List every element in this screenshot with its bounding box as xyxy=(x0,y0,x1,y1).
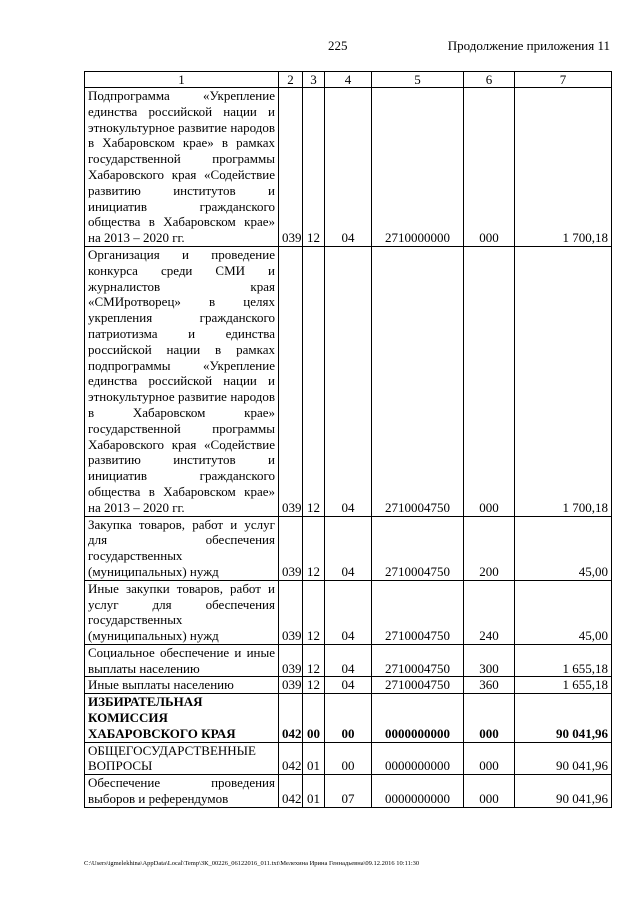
row-name: ОБЩЕГОСУДАРСТВЕННЫЕ ВОПРОСЫ xyxy=(85,742,279,775)
cell-subsection: 04 xyxy=(325,516,372,580)
cell-section: 12 xyxy=(303,88,325,247)
row-name: Социальное обеспечение и иные выплаты населению xyxy=(85,644,279,677)
row-name: Подпрограмма «Укрепление единства российской нации и этнокультурное развитие народов в Хабаровском крае» в рамках государственной программы Хабаровского края «Содействие развитию институтов и инициатив гражданского общества в Хабаровском крае» на 2013 – 2020 гг. xyxy=(85,88,279,247)
cell-target-article: 0000000000 xyxy=(372,742,464,775)
table-row xyxy=(85,580,612,644)
cell-expense-type: 240 xyxy=(464,580,515,644)
cell-target-article: 0000000000 xyxy=(372,694,464,742)
cell-subsection: 04 xyxy=(325,580,372,644)
row-name: Обеспечение проведения выборов и референдумов xyxy=(85,775,279,808)
cell-section: 12 xyxy=(303,516,325,580)
cell-expense-type: 200 xyxy=(464,516,515,580)
cell-expense-type: 000 xyxy=(464,246,515,516)
cell-admin-code: 042 xyxy=(279,775,303,808)
column-header: 6 xyxy=(464,72,515,88)
cell-admin-code: 039 xyxy=(279,516,303,580)
cell-target-article: 0000000000 xyxy=(372,775,464,808)
file-path-footer: C:\Users\igmelekhina\AppData\Local\Temp\ЗК_00226_06122016_011.txt\Мелехина Ирина Геннадьевна\09.12.2016 10:11:30 xyxy=(84,860,420,867)
cell-admin-code: 042 xyxy=(279,694,303,742)
cell-amount: 1 655,18 xyxy=(515,644,612,677)
cell-expense-type: 000 xyxy=(464,694,515,742)
cell-admin-code: 039 xyxy=(279,246,303,516)
page-number: 225 xyxy=(328,38,348,53)
cell-section: 12 xyxy=(303,246,325,516)
table-row xyxy=(85,88,612,247)
cell-amount: 90 041,96 xyxy=(515,775,612,808)
table-row xyxy=(85,775,612,808)
cell-subsection: 04 xyxy=(325,677,372,694)
column-header-row xyxy=(85,72,612,88)
table-row xyxy=(85,677,612,694)
cell-admin-code: 039 xyxy=(279,580,303,644)
cell-admin-code: 039 xyxy=(279,88,303,247)
cell-admin-code: 039 xyxy=(279,677,303,694)
cell-section: 12 xyxy=(303,677,325,694)
row-name: Закупка товаров, работ и услуг для обеспечения государственных (муниципальных) нужд xyxy=(85,516,279,580)
row-name: Иные закупки товаров, работ и услуг для обеспечения государственных (муниципальных) нужд xyxy=(85,580,279,644)
cell-subsection: 00 xyxy=(325,694,372,742)
column-header: 3 xyxy=(303,72,325,88)
cell-target-article: 2710000000 xyxy=(372,88,464,247)
table-row xyxy=(85,516,612,580)
row-name: Организация и проведение конкурса среди СМИ и журналистов края «СМИротворец» в целях укрепления гражданского патриотизма и единства российской нации в рамках подпрограммы «Укрепление единства российской нации и этнокультурное развитие народов в Хабаровском крае» государственной программы Хабаровского края «Содействие развитию институтов и инициатив гражданского общества в Хабаровском крае» на 2013 – 2020 гг. xyxy=(85,246,279,516)
cell-admin-code: 042 xyxy=(279,742,303,775)
table-row xyxy=(85,246,612,516)
cell-target-article: 2710004750 xyxy=(372,677,464,694)
column-header: 7 xyxy=(515,72,612,88)
cell-amount: 45,00 xyxy=(515,580,612,644)
cell-section: 12 xyxy=(303,580,325,644)
cell-subsection: 00 xyxy=(325,742,372,775)
cell-target-article: 2710004750 xyxy=(372,516,464,580)
row-name: Иные выплаты населению xyxy=(85,677,279,694)
budget-table xyxy=(84,71,612,808)
cell-amount: 90 041,96 xyxy=(515,694,612,742)
cell-expense-type: 000 xyxy=(464,775,515,808)
cell-expense-type: 300 xyxy=(464,644,515,677)
cell-subsection: 04 xyxy=(325,246,372,516)
cell-subsection: 04 xyxy=(325,644,372,677)
column-header: 5 xyxy=(372,72,464,88)
cell-expense-type: 000 xyxy=(464,88,515,247)
cell-amount: 1 700,18 xyxy=(515,246,612,516)
cell-expense-type: 360 xyxy=(464,677,515,694)
cell-target-article: 2710004750 xyxy=(372,644,464,677)
table-row xyxy=(85,644,612,677)
cell-target-article: 2710004750 xyxy=(372,246,464,516)
column-header: 4 xyxy=(325,72,372,88)
column-header: 2 xyxy=(279,72,303,88)
row-name: ИЗБИРАТЕЛЬНАЯ КОМИССИЯ ХАБАРОВСКОГО КРАЯ xyxy=(85,694,279,742)
cell-amount: 1 655,18 xyxy=(515,677,612,694)
cell-amount: 1 700,18 xyxy=(515,88,612,247)
cell-section: 00 xyxy=(303,694,325,742)
cell-amount: 45,00 xyxy=(515,516,612,580)
cell-section: 12 xyxy=(303,644,325,677)
cell-subsection: 07 xyxy=(325,775,372,808)
cell-section: 01 xyxy=(303,742,325,775)
cell-section: 01 xyxy=(303,775,325,808)
table-row xyxy=(85,694,612,742)
cell-amount: 90 041,96 xyxy=(515,742,612,775)
cell-expense-type: 000 xyxy=(464,742,515,775)
cell-subsection: 04 xyxy=(325,88,372,247)
table-row xyxy=(85,742,612,775)
cell-target-article: 2710004750 xyxy=(372,580,464,644)
cell-admin-code: 039 xyxy=(279,644,303,677)
appendix-caption: Продолжение приложения 11 xyxy=(447,38,610,53)
column-header: 1 xyxy=(85,72,279,88)
